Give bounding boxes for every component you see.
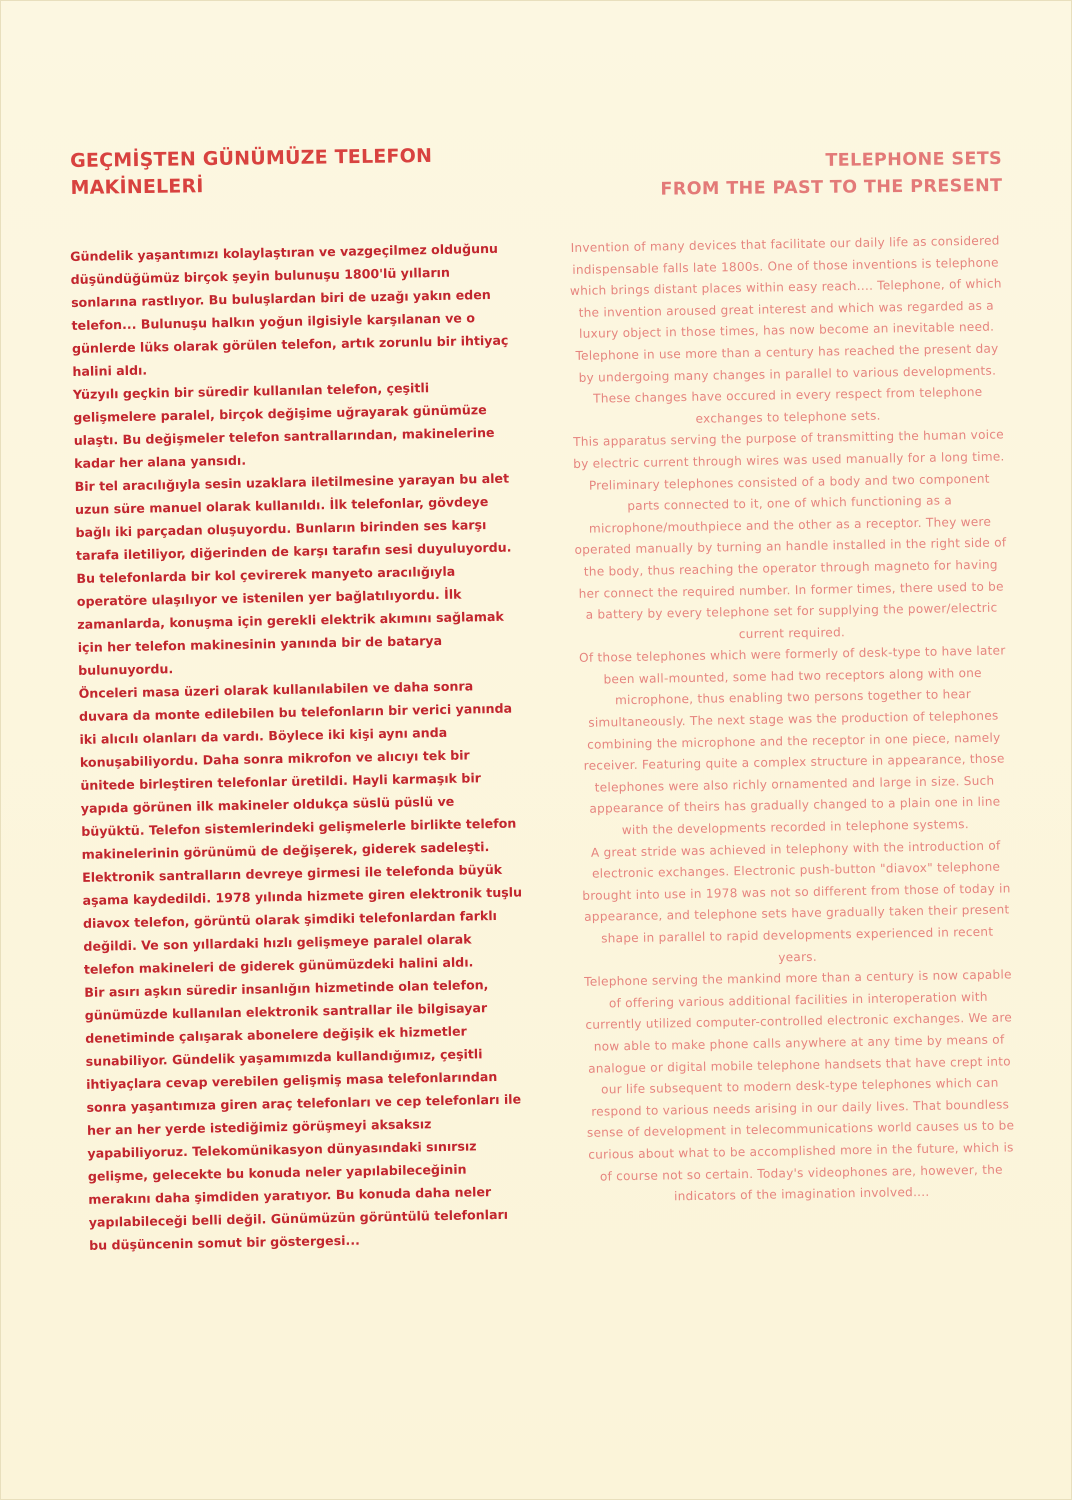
turkish-paragraph: Elektronik santralların devreye girmesi ile telefonda büyük aşama kaydedildi. 1978 yılında hizmete giren elektronik tuşlu diavox telefon, görüntü olarak şimdiki telefonlardan farklı değildi. Ve son yıllardaki hızlı gelişmeye paralel olarak telefon makineleri de giderek günümüzdeki halini aldı. xyxy=(81,861,523,977)
turkish-paragraph: Bir tel aracılığıyla sesin uzaklara iletilmesine yarayan bu alet uzun süre manuel olarak kullanıldı. İlk telefonlar, gövdeye bağlı iki parçadan oluşuyordu. Bunların birinden ses karşı tarafa iletiliyor, diğerinden de karşı tarafın sesi duyuluyordu. Bu telefonlarda bir kol çevirerek manyeto aracılığıyla operatöre ulaşılıyor ve istenilen yer bağlatılıyordu. İlk zamanlarda, konuşma için gerekli elektrik akımını sağlamak için her telefon makinesinin yanında bir de batarya bulunuyordu. xyxy=(74,470,512,678)
turkish-paragraph: Gündelik yaşantımızı kolaylaştıran ve vazgeçilmez olduğunu düşündüğümüz birçok şeyin bulunuşu 1800'lü yılların sonlarına rastlıyor. Bu buluşlardan biri de uzağı yakın eden telefon... Bulunuşu halkın yoğun ilgisiyle karşılanan ve o günlerde lüks olarak görülen telefon, artık zorunlu bir ihtiyaç halini aldı. xyxy=(70,240,509,379)
english-title xyxy=(568,146,1003,205)
english-body xyxy=(568,230,1019,1209)
turkish-body xyxy=(70,237,529,1257)
turkish-paragraph: Yüzyılı geçkin bir süredir kullanılan telefon, çeşitli gelişmelere paralel, birçok değişime uğrayarak günümüze ulaştı. Bu değişmeler telefon santrallarından, makinelerine kadar her alana yansıdı. xyxy=(72,380,495,471)
turkish-title-line: GEÇMİŞTEN GÜNÜMÜZE TELEFON xyxy=(70,144,433,172)
english-paragraph: Of those telephones which were formerly of desk-type to have later been wall-mounted, some had two receptors along with one microphone, thus enabling two persons together to hear simultaneously. The next stage was the production of telephones combining the microphone and the receptor in one piece, namely receiver. Featuring quite a complex structure in appearance, those telephones were also richly ornamented and large in size. Such appearance of theirs has gradually changed to a plain one in line with the developments recorded in telephone systems. xyxy=(578,643,1006,838)
turkish-title xyxy=(70,142,511,202)
english-paragraph: This apparatus serving the purpose of transmitting the human voice by electric current through wires was used manually for a long time. Preliminary telephones consisted of a body and two component parts connected to it, one of which functioning as a microphone/mouthpiece and the other as a receptor. They were operated manually by turning an handle installed in the right side of the body, thus reaching the operator through magneto for having her connect the required number. In former times, there used to be a battery by every telephone set for supplying the power/electric current required. xyxy=(573,427,1007,641)
turkish-column xyxy=(70,144,523,1257)
english-column xyxy=(568,146,1015,1210)
english-paragraph: Invention of many devices that facilitate our daily life as considered indispensable falls late 1800s. One of those inventions is telephone which brings distant places within easy reach.... Telephone, of which the invention aroused great interest and which was regarded as a luxury object in those times, has now become an inevitable need. xyxy=(569,233,1002,342)
english-paragraph: Telephone in use more than a century has reached the present day by undergoing many changes in parallel to various developments. These changes have occured in every respect from telephone exchanges to telephone sets. xyxy=(575,341,999,426)
english-title-line: TELEPHONE SETS xyxy=(825,148,1003,171)
english-title-line: FROM THE PAST TO THE PRESENT xyxy=(660,175,1003,200)
english-paragraph: A great stride was achieved in telephony with the introduction of electronic exchanges. Electronic push-button "diavox" telephone brought into use in 1978 was not so different from those of today in appearance, and telephone sets have gradually taken their present shape in parallel to rapid developments experienced in recent years. xyxy=(582,838,1011,965)
turkish-paragraph: Önceleri masa üzeri olarak kullanılabilen ve daha sonra duvara da monte edilebilen bu telefonların bir verici yanında iki alıcılı olanları da vardı. Böylece iki kişi aynı anda konuşabiliyordu. Daha sonra mikrofon ve alıcıyı tek bir ünitede birleştiren telefonlar üretildi. Hayli karmaşık bir yapıda görünen ilk makineler oldukça süslü püslü ve büyüktü. Telefon sistemlerindeki gelişmelerle birlikte telefon makinelerinin görünümü de değişerek, giderek sadeleşti. xyxy=(78,678,517,862)
turkish-title-line: MAKİNELERİ xyxy=(70,175,204,199)
turkish-paragraph: Bir asırı aşkın süredir insanlığın hizmetinde olan telefon, günümüzde kullanılan elektronik santrallar ile bilgisayar denetiminde çalışarak abonelere değişik ek hizmetler sunabiliyor. Gündelik yaşamımızda kullandığımız, çeşitli ihtiyaçlara cevap verebilen gelişmiş masa telefonlarından sonra yaşantımıza giren araç telefonları ve cep telefonları ile her an her yerde istediğimiz görüşmeyi aksaksız yapabiliyoruz. Telekomünikasyon dünyasındaki sınırsız gelişme, gelecekte bu konuda neler yapılabileceğinin merakını daha şimdiden yaratıyor. Bu konuda daha neler yapılabileceği belli değil. Günümüzün görüntülü telefonları bu düşüncenin somut bir göstergesi... xyxy=(84,977,522,1253)
english-paragraph: Telephone serving the mankind more than a century is now capable of offering various additional facilities in interoperation with currently utilized computer-controlled electronic exchanges. We are now able to make phone calls anywhere at any time by means of analogue or digital mobile telephone handsets that have crept into our life subsequent to modern desk-type telephones which can respond to various needs arising in our daily lives. That boundless sense of development in telecommunications world causes us to be curious about what to be accomplished more in the future, which is of course not so certain. Today's videophones are, however, the indicators of the imagination involved.... xyxy=(584,967,1015,1204)
